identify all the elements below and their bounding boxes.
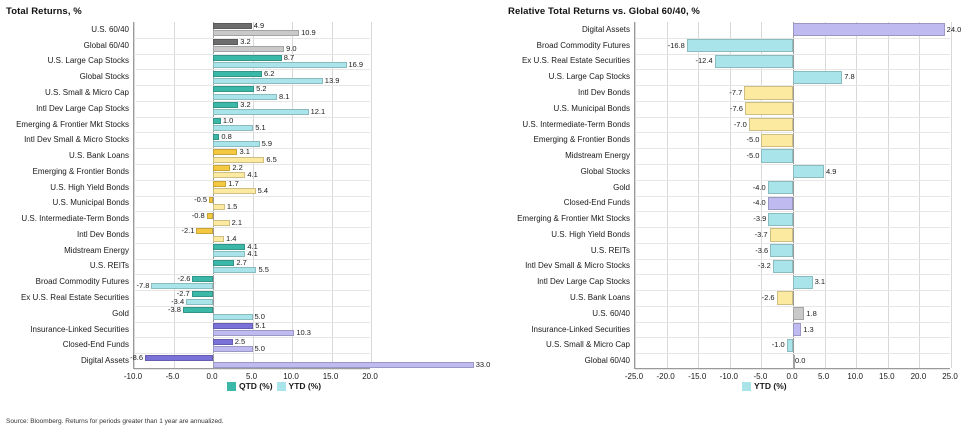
bar-value-label: 7.8	[844, 72, 855, 82]
bar-value-label: 1.5	[226, 201, 238, 211]
legend-item	[227, 381, 273, 391]
row-separator	[134, 369, 370, 370]
bar-value-label: 5.1	[255, 320, 266, 330]
category-label: Gold	[613, 182, 630, 192]
x-tick-label: 15.0	[322, 372, 339, 381]
bar-value-label: -4.0	[752, 182, 766, 192]
bar	[213, 62, 347, 68]
bar-value-label: 5.5	[258, 265, 269, 275]
bar	[768, 197, 793, 210]
bar-value-label: 4.9	[253, 21, 265, 31]
bar	[213, 267, 256, 273]
bar-value-label: -2.1	[181, 226, 195, 236]
gridline	[951, 22, 952, 368]
category-label: Emerging & Frontier Bonds	[32, 166, 129, 176]
legend-label: YTD (%)	[288, 381, 322, 391]
bar-value-label: 10.9	[301, 28, 316, 38]
category-label: Insurance-Linked Securities	[531, 324, 630, 334]
right-chart-title: Relative Total Returns vs. Global 60/40, %	[508, 6, 700, 17]
category-label: U.S. Bank Loans	[569, 293, 630, 303]
legend-swatch	[742, 382, 751, 391]
x-tick-label: -15.0	[688, 372, 707, 381]
bar-value-label: 2.2	[232, 163, 243, 173]
bar	[213, 102, 238, 108]
row-separator	[134, 180, 370, 181]
x-tick-label: 10.0	[847, 372, 863, 381]
category-label: U.S. Municipal Bonds	[553, 103, 630, 113]
bar-value-label: 5.0	[254, 312, 265, 322]
bar	[749, 118, 793, 131]
bar-value-label: -2.6	[177, 273, 191, 283]
row-separator	[134, 132, 370, 133]
row-separator	[134, 337, 370, 338]
x-tick-label: -20.0	[656, 372, 675, 381]
category-label: Closed-End Funds	[62, 340, 129, 350]
bar-value-label: 5.4	[257, 186, 269, 196]
category-label: Broad Commodity Futures	[35, 277, 129, 287]
bar	[151, 283, 213, 289]
bar-value-label: 2.7	[236, 257, 247, 267]
bar-value-label: -0.5	[194, 194, 208, 204]
category-label: Global 60/40	[83, 40, 129, 50]
category-label: U.S. Large Cap Stocks	[47, 56, 129, 66]
category-label: U.S. REITs	[89, 261, 129, 271]
bar-value-label: -5.0	[746, 135, 760, 145]
category-label: U.S. Small & Micro Cap	[44, 87, 129, 97]
legend-label: YTD (%)	[754, 381, 787, 391]
category-label: Digital Assets	[581, 24, 630, 34]
bar-value-label: 2.5	[234, 336, 246, 346]
bar	[213, 188, 256, 194]
bar	[213, 362, 474, 368]
bar	[213, 125, 253, 131]
bar	[213, 39, 238, 45]
right-legend	[742, 381, 787, 391]
x-tick-label: 20.0	[362, 372, 378, 381]
bar-value-label: 4.1	[247, 249, 258, 259]
bar	[777, 291, 793, 304]
bar-value-label: 12.1	[310, 107, 326, 117]
x-tick-label: -10.0	[719, 372, 738, 381]
bar-value-label: 4.1	[247, 242, 258, 252]
bar	[213, 251, 245, 257]
bar-value-label: 0.8	[221, 131, 232, 141]
bar-value-label: -3.2	[757, 261, 771, 271]
bar-value-label: 8.1	[278, 91, 290, 101]
bar-value-label: 5.2	[256, 84, 267, 94]
bar	[793, 165, 824, 178]
bar	[213, 78, 323, 84]
left-chart-title: Total Returns, %	[6, 6, 82, 17]
category-label: U.S. Intermediate-Term Bonds	[21, 214, 129, 224]
bar	[768, 213, 793, 226]
legend-item	[277, 381, 322, 391]
category-label: Intl Dev Bonds	[577, 87, 630, 97]
bar-value-label: -4.0	[752, 198, 766, 208]
bar	[145, 355, 213, 361]
bar-value-label: -3.9	[753, 214, 767, 224]
category-label: Intl Dev Bonds	[76, 229, 129, 239]
row-separator	[134, 211, 370, 212]
category-label: U.S. 60/40	[91, 24, 129, 34]
category-label: Emerging & Frontier Bonds	[533, 135, 630, 145]
category-label: Digital Assets	[80, 356, 129, 366]
bar-value-label: 2.1	[231, 217, 243, 227]
bar-value-label: -7.7	[729, 87, 743, 97]
bar-value-label: -16.8	[667, 40, 685, 50]
x-tick-label: -25.0	[624, 372, 644, 381]
bar	[793, 276, 813, 289]
category-label: U.S. 60/40	[592, 308, 630, 318]
x-tick-label: 0.0	[206, 372, 218, 381]
bar	[793, 71, 842, 84]
category-label: U.S. High Yield Bonds	[551, 229, 630, 239]
x-tick-label: 5.0	[245, 372, 258, 381]
bar-value-label: -3.7	[754, 229, 768, 239]
bar	[213, 109, 309, 115]
legend-swatch	[277, 382, 286, 391]
bar-value-label: 24.0	[946, 24, 962, 34]
legend-swatch	[227, 382, 236, 391]
bar-value-label: -7.6	[730, 103, 743, 113]
bar	[793, 23, 945, 36]
category-label: Global Stocks	[79, 72, 129, 82]
bar	[192, 276, 213, 282]
x-tick-label: 20.0	[910, 372, 927, 381]
x-tick-label: -5.0	[753, 372, 768, 381]
bar	[770, 228, 793, 241]
category-label: Global 60/40	[584, 356, 630, 366]
bar	[196, 228, 213, 234]
bar	[770, 244, 793, 257]
bar	[209, 197, 213, 203]
bar	[213, 330, 294, 336]
bar-value-label: 10.3	[296, 328, 311, 338]
bar-value-label: -12.4	[695, 56, 713, 66]
x-tick-label: -5.0	[165, 372, 180, 381]
category-label: Intl Dev Small & Micro Stocks	[24, 135, 129, 145]
row-separator	[134, 38, 370, 39]
left-chart-area	[130, 21, 491, 369]
bar	[213, 46, 284, 52]
bar	[213, 339, 233, 345]
bar-value-label: 5.9	[261, 138, 273, 148]
bar-value-label: 33.0	[475, 359, 491, 369]
gridline	[371, 22, 372, 368]
category-label: Midstream Energy	[64, 245, 129, 255]
bar	[213, 118, 221, 124]
source-note: Source: Bloomberg. Returns for periods greater than 1 year are annualized.	[6, 418, 224, 425]
category-label: U.S. High Yield Bonds	[50, 182, 129, 192]
bar	[761, 149, 793, 162]
category-label: Closed-End Funds	[563, 198, 630, 208]
bar-value-label: -3.4	[171, 296, 185, 306]
bar-value-label: 5.0	[254, 343, 265, 353]
row-separator	[635, 369, 950, 370]
bar-value-label: 1.7	[228, 179, 239, 189]
legend-label: QTD (%)	[239, 381, 273, 391]
bar-value-label: 1.3	[803, 324, 814, 334]
bar-value-label: 1.0	[222, 115, 234, 125]
bar	[687, 39, 793, 52]
left-legend	[227, 381, 321, 391]
bar	[213, 260, 234, 266]
bar	[213, 204, 225, 210]
bar-value-label: 0.0	[795, 356, 806, 366]
row-separator	[134, 164, 370, 165]
bar-value-label: 3.1	[239, 147, 250, 157]
bar-value-label: 6.2	[263, 68, 275, 78]
bar-value-label: -2.7	[176, 289, 190, 299]
bar	[213, 157, 264, 163]
x-tick-label: -10.0	[123, 372, 143, 381]
bar-value-label: 16.9	[348, 60, 364, 70]
category-label: Emerging & Frontier Mkt Stocks	[16, 119, 129, 129]
bar-value-label: -7.0	[733, 119, 747, 129]
row-separator	[134, 259, 370, 260]
bar-value-label: 1.8	[806, 308, 817, 318]
category-label: U.S. Intermediate-Term Bonds	[522, 119, 630, 129]
category-label: Global Stocks	[580, 166, 630, 176]
bar-value-label: 4.9	[825, 166, 837, 176]
bar-value-label: -7.8	[136, 280, 150, 290]
bar-value-label: -2.6	[761, 293, 775, 303]
category-label: U.S. Large Cap Stocks	[548, 72, 630, 82]
bar	[213, 86, 254, 92]
bar-value-label: 1.4	[226, 233, 237, 243]
bar	[186, 299, 213, 305]
bar-value-label: 13.9	[324, 75, 340, 85]
row-separator	[134, 227, 370, 228]
bar-value-label: 8.7	[283, 52, 295, 62]
bar	[213, 323, 253, 329]
bar	[192, 291, 213, 297]
row-separator	[134, 148, 370, 149]
bar	[213, 172, 245, 178]
bar	[761, 134, 793, 147]
bar	[213, 30, 299, 36]
category-label: Emerging & Frontier Mkt Stocks	[517, 214, 630, 224]
bar	[213, 141, 260, 147]
bar	[213, 346, 253, 352]
bar	[213, 244, 245, 250]
bar-value-label: -1.0	[771, 340, 785, 350]
x-tick-label: 0.0	[786, 372, 798, 381]
bar-value-label: -3.6	[755, 245, 769, 255]
category-label: Intl Dev Large Cap Stocks	[36, 103, 129, 113]
bar	[715, 55, 793, 68]
bar-value-label: 6.5	[266, 154, 277, 164]
right-chart-area	[634, 22, 962, 369]
bar	[213, 94, 277, 100]
category-label: U.S. Municipal Bonds	[52, 198, 129, 208]
bar-value-label: -3.8	[168, 305, 181, 315]
bar-value-label: 3.2	[240, 100, 251, 110]
category-label: Gold	[112, 308, 129, 318]
legend-item	[742, 381, 787, 391]
bar	[773, 260, 793, 273]
x-tick-label: 15.0	[879, 372, 895, 381]
bar-value-label: -8.6	[130, 352, 144, 362]
bar	[213, 165, 230, 171]
category-label: Ex U.S. Real Estate Securities	[521, 56, 630, 66]
bar	[745, 102, 793, 115]
bar	[213, 55, 282, 61]
bar	[768, 181, 793, 194]
bar-value-label: -0.8	[191, 210, 205, 220]
bar	[213, 314, 253, 320]
bar-value-label: 3.1	[814, 277, 826, 287]
bar	[207, 213, 213, 219]
bar	[213, 181, 226, 187]
bar	[213, 71, 262, 77]
bar	[213, 236, 224, 242]
row-separator	[134, 117, 370, 118]
bar-value-label: 3.2	[240, 37, 251, 47]
category-label: Ex U.S. Real Estate Securities	[20, 293, 129, 303]
right-panel	[486, 0, 972, 438]
bar	[213, 134, 219, 140]
bar	[793, 323, 801, 336]
bar-value-label: -5.0	[746, 151, 760, 161]
category-label: Insurance-Linked Securities	[30, 324, 129, 334]
bar-value-label: 9.0	[286, 44, 297, 54]
bar	[744, 86, 793, 99]
bar-value-label: 4.1	[247, 170, 258, 180]
category-label: U.S. Bank Loans	[68, 151, 129, 161]
x-tick-label: 10.0	[283, 372, 299, 381]
row-separator	[134, 101, 370, 102]
x-tick-label: 5.0	[818, 372, 830, 381]
category-label: U.S. Small & Micro Cap	[545, 340, 630, 350]
bar	[213, 220, 230, 226]
category-label: Intl Dev Large Cap Stocks	[537, 277, 630, 287]
row-separator	[134, 196, 370, 197]
bar-value-label: 5.1	[255, 123, 266, 133]
category-label: Broad Commodity Futures	[536, 40, 630, 50]
bar	[787, 339, 793, 352]
bar	[213, 23, 252, 29]
bar	[793, 307, 804, 320]
bar	[213, 149, 237, 155]
category-label: Intl Dev Small & Micro Stocks	[525, 261, 630, 271]
x-tick-label: 25.0	[942, 372, 958, 381]
category-label: Midstream Energy	[565, 151, 630, 161]
category-label: U.S. REITs	[590, 245, 630, 255]
bar	[183, 307, 213, 313]
